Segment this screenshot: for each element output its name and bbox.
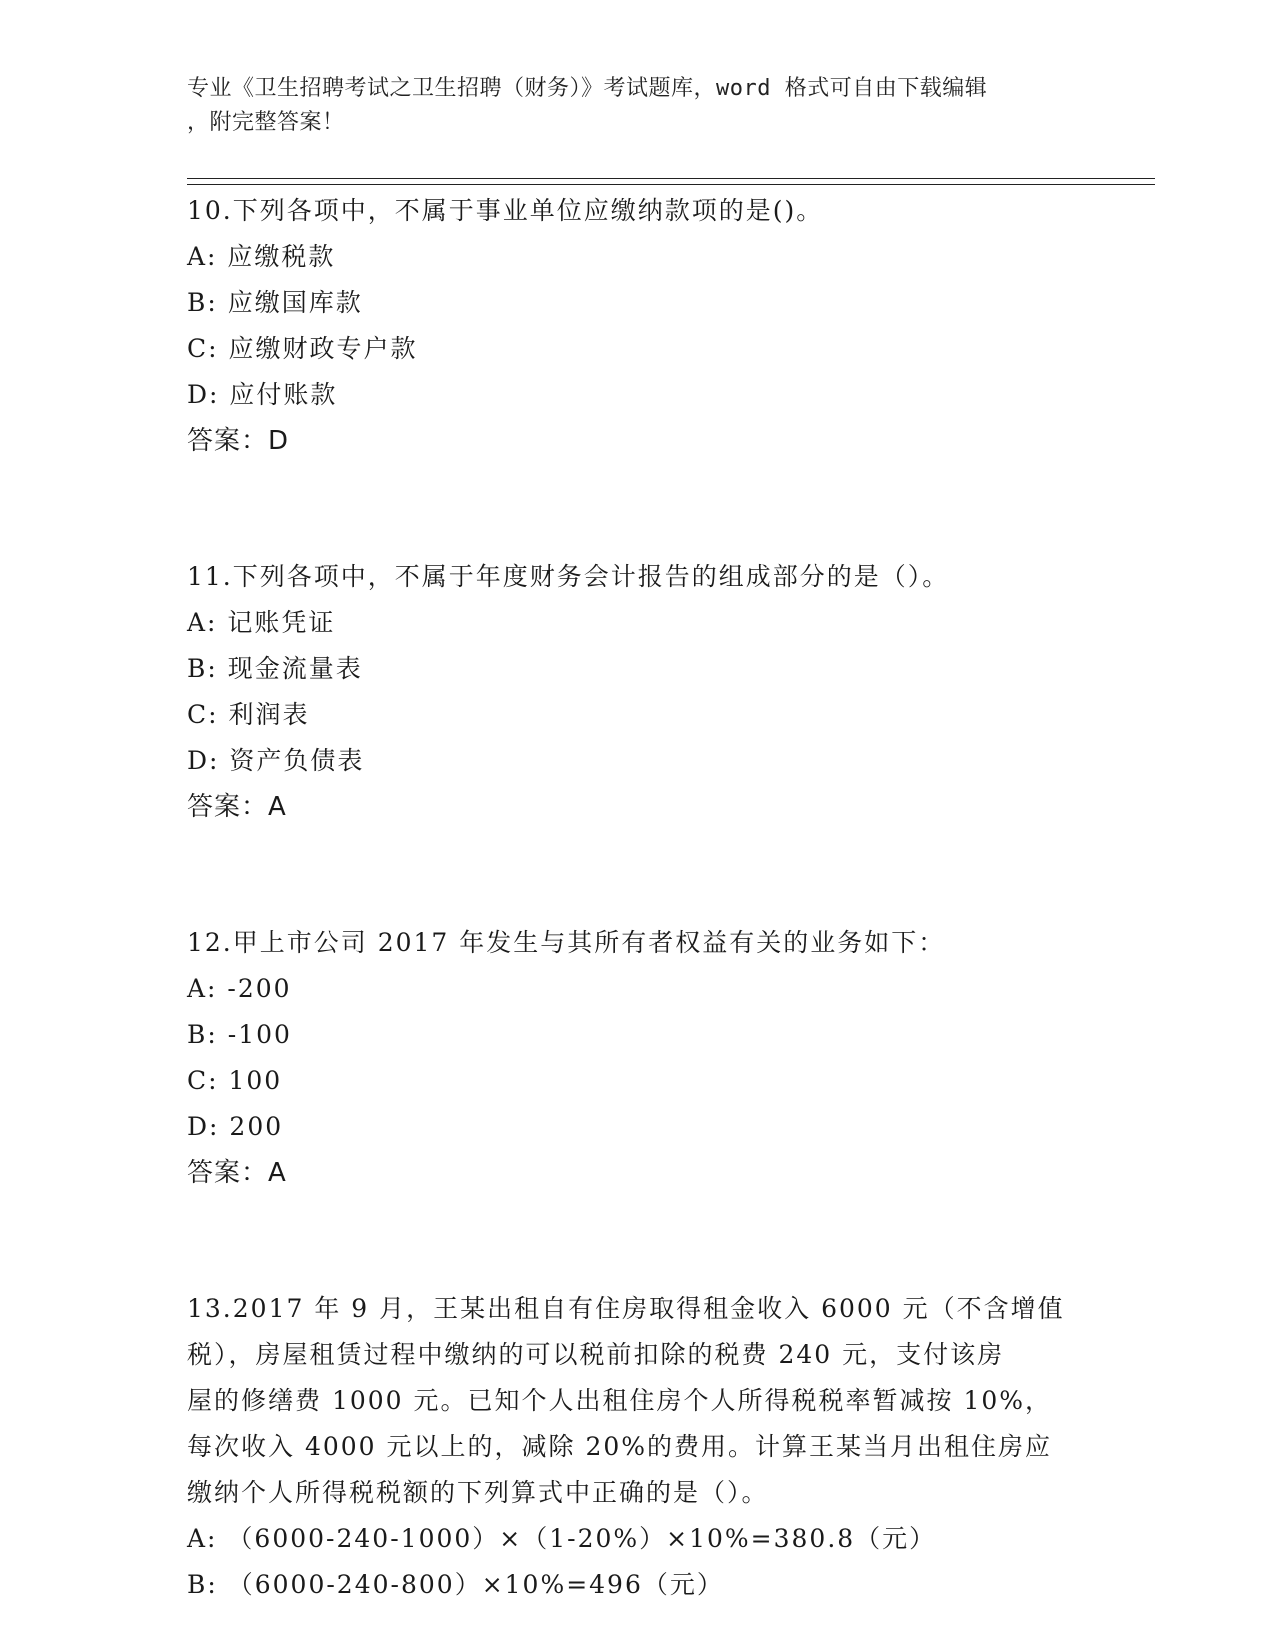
option-a: A: -200 xyxy=(187,974,292,1003)
option-a: A: （6000-240-1000）×（1-20%）×10%=380.8（元） xyxy=(187,1524,937,1553)
option-b: B: （6000-240-800）×10%=496（元） xyxy=(187,1570,724,1599)
answer: 答案：A xyxy=(187,1158,287,1188)
option-c: C: 利润表 xyxy=(187,700,310,729)
option-b: B: 应缴国库款 xyxy=(187,288,363,317)
header-divider-top xyxy=(187,178,1155,179)
option-b: B: 现金流量表 xyxy=(187,654,363,683)
header-divider-bottom xyxy=(187,184,1155,185)
question-stem: 12.甲上市公司 2017 年发生与其所有者权益有关的业务如下： xyxy=(187,928,946,957)
option-c: C: 应缴财政专户款 xyxy=(187,334,418,363)
header-line-2: ，附完整答案！ xyxy=(187,110,345,135)
question-stem-line-5: 缴纳个人所得税税额的下列算式中正确的是（）。 xyxy=(187,1478,769,1507)
question-13 xyxy=(187,1286,1067,1608)
header-line-1: 专业《卫生招聘考试之卫生招聘（财务）》考试题库，word 格式可自由下载编辑 xyxy=(187,76,988,101)
option-a: A: 应缴税款 xyxy=(187,242,336,271)
spacer xyxy=(187,464,1067,554)
answer: 答案：D xyxy=(187,426,290,456)
document-header xyxy=(187,72,1067,140)
option-d: D: 200 xyxy=(187,1112,284,1141)
question-list xyxy=(187,188,1067,1608)
option-c: C: 100 xyxy=(187,1066,283,1095)
option-a: A: 记账凭证 xyxy=(187,608,336,637)
option-d: D: 资产负债表 xyxy=(187,746,365,775)
question-12 xyxy=(187,920,1067,1196)
spacer xyxy=(187,830,1067,920)
question-stem-line-1: 13.2017 年 9 月，王某出租自有住房取得租金收入 6000 元（不含增值 xyxy=(187,1294,1065,1323)
question-stem-line-3: 屋的修缮费 1000 元。已知个人出租住房个人所得税税率暂减按 10%， xyxy=(187,1386,1053,1415)
option-d: D: 应付账款 xyxy=(187,380,338,409)
question-stem-line-4: 每次收入 4000 元以上的，减除 20%的费用。计算王某当月出租住房应 xyxy=(187,1432,1053,1461)
spacer xyxy=(187,1196,1067,1286)
question-stem-line-2: 税），房屋租赁过程中缴纳的可以税前扣除的税费 240 元，支付该房 xyxy=(187,1340,1005,1369)
question-stem: 11.下列各项中，不属于年度财务会计报告的组成部分的是（）。 xyxy=(187,562,950,591)
option-b: B: -100 xyxy=(187,1020,292,1049)
answer: 答案：A xyxy=(187,792,287,822)
question-10 xyxy=(187,188,1067,464)
question-stem: 10.下列各项中，不属于事业单位应缴纳款项的是()。 xyxy=(187,196,824,225)
question-11 xyxy=(187,554,1067,830)
